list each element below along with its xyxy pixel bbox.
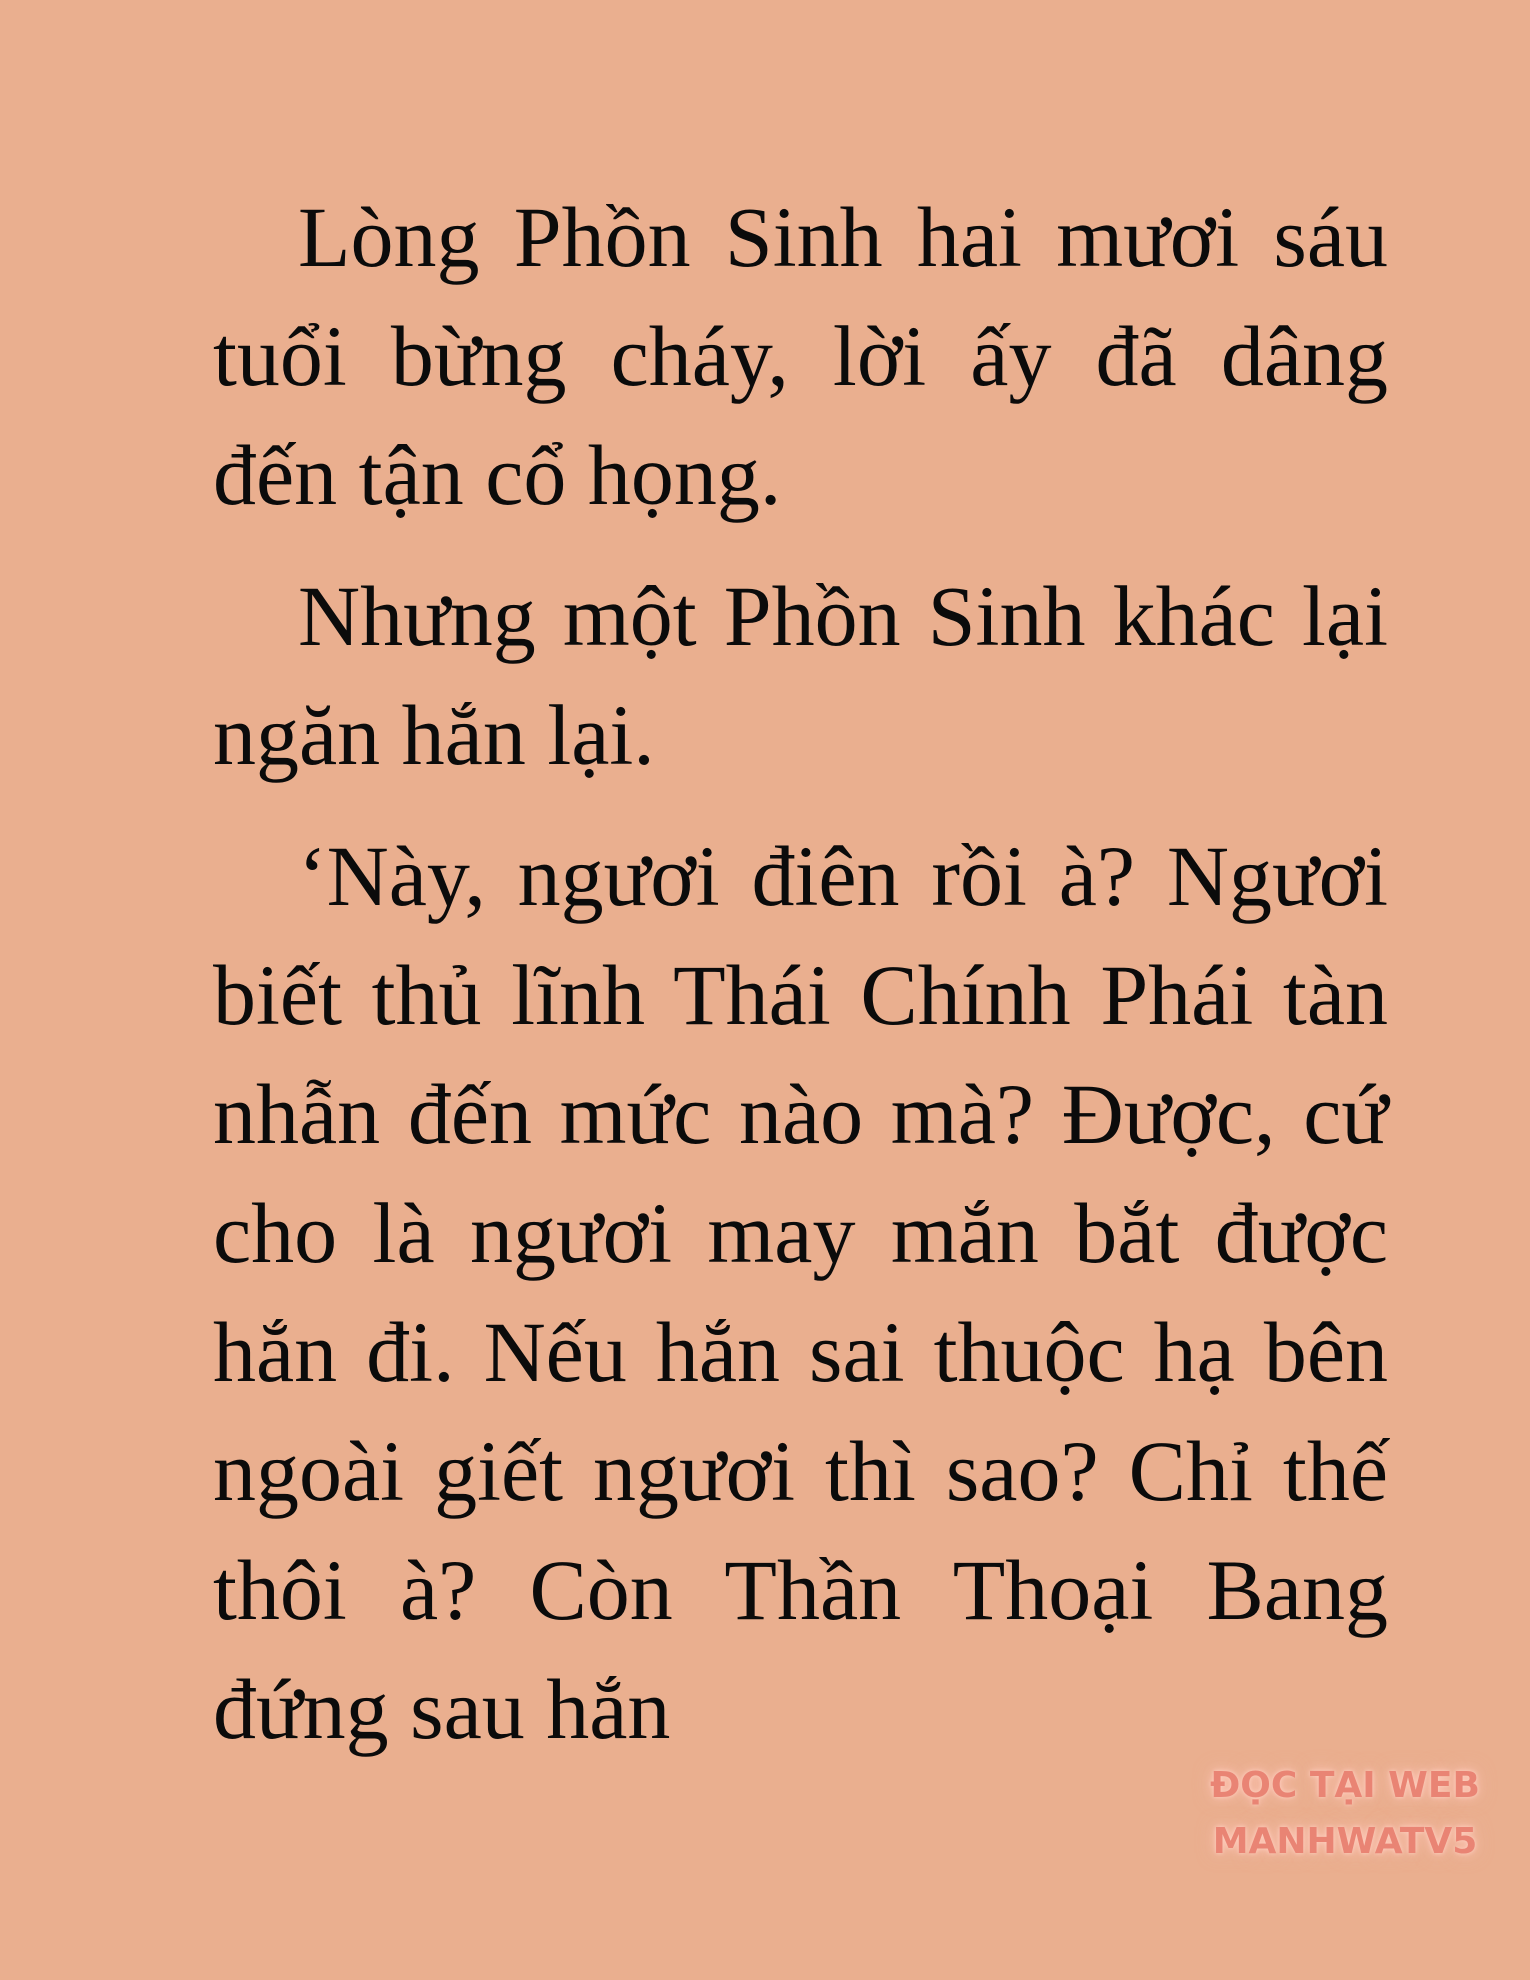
- watermark: [1180, 1758, 1510, 1870]
- paragraph-2: Nhưng một Phồn Sinh khác lại ngăn hắn lại.: [213, 568, 1388, 783]
- page-body: [213, 178, 1388, 1791]
- watermark-line-1: ĐỌC TẠI WEB: [1210, 1765, 1480, 1806]
- paragraph-1: Lòng Phồn Sinh hai mươi sáu tuổi bừng cháy, lời ấy đã dâng đến tận cổ họng.: [213, 189, 1388, 523]
- watermark-line-2: MANHWATV5: [1212, 1821, 1478, 1862]
- paragraph-3: ‘Này, ngươi điên rồi à? Ngươi biết thủ lĩnh Thái Chính Phái tàn nhẫn đến mức nào mà? Được, cứ cho là ngươi may mắn bắt được hắn đi. Nếu hắn sai thuộc hạ bên ngoài giết ngươi thì sao? Chỉ thế thôi à? Còn Thần Thoại Bang đứng sau hắn: [213, 828, 1388, 1757]
